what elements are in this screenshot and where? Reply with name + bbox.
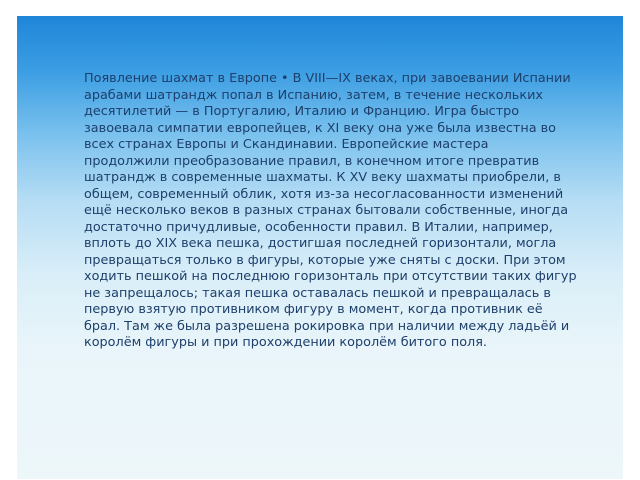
slide-text: Появление шахмат в Европе • В VIII—IX веках, при завоевании Испании арабами шатрандж попал в Испанию, затем, в течение нескольких десятилетий — в Португалию, Италию и Францию. Игра быстро завоевала симпатии европейцев, к XI веку она уже была известна во всех странах Европы и Скандинавии. Европейские мастера продолжили преобразование правил, в конечном итоге превратив шатрандж в современные шахматы. К XV веку шахматы приобрели, в общем, современный облик, хотя из-за несогласованности изменений ещё несколько веков в разных странах бытовали собственные, иногда достаточно причудливые, особенности правил. В Италии, например, вплоть до XIX века пешка, достигшая последней горизонтали, могла превращаться только в фигуры, которые уже сняты с доски. При этом ходить пешкой на последнюю горизонталь при отсутствии таких фигур не запрещалось; такая пешка оставалась пешкой и превращалась в первую взятую противником фигуру в момент, когда противник её брал. Там же была разрешена рокировка при наличии между ладьёй и королём фигуры и при прохождении королём битого поля. (84, 71, 577, 350)
